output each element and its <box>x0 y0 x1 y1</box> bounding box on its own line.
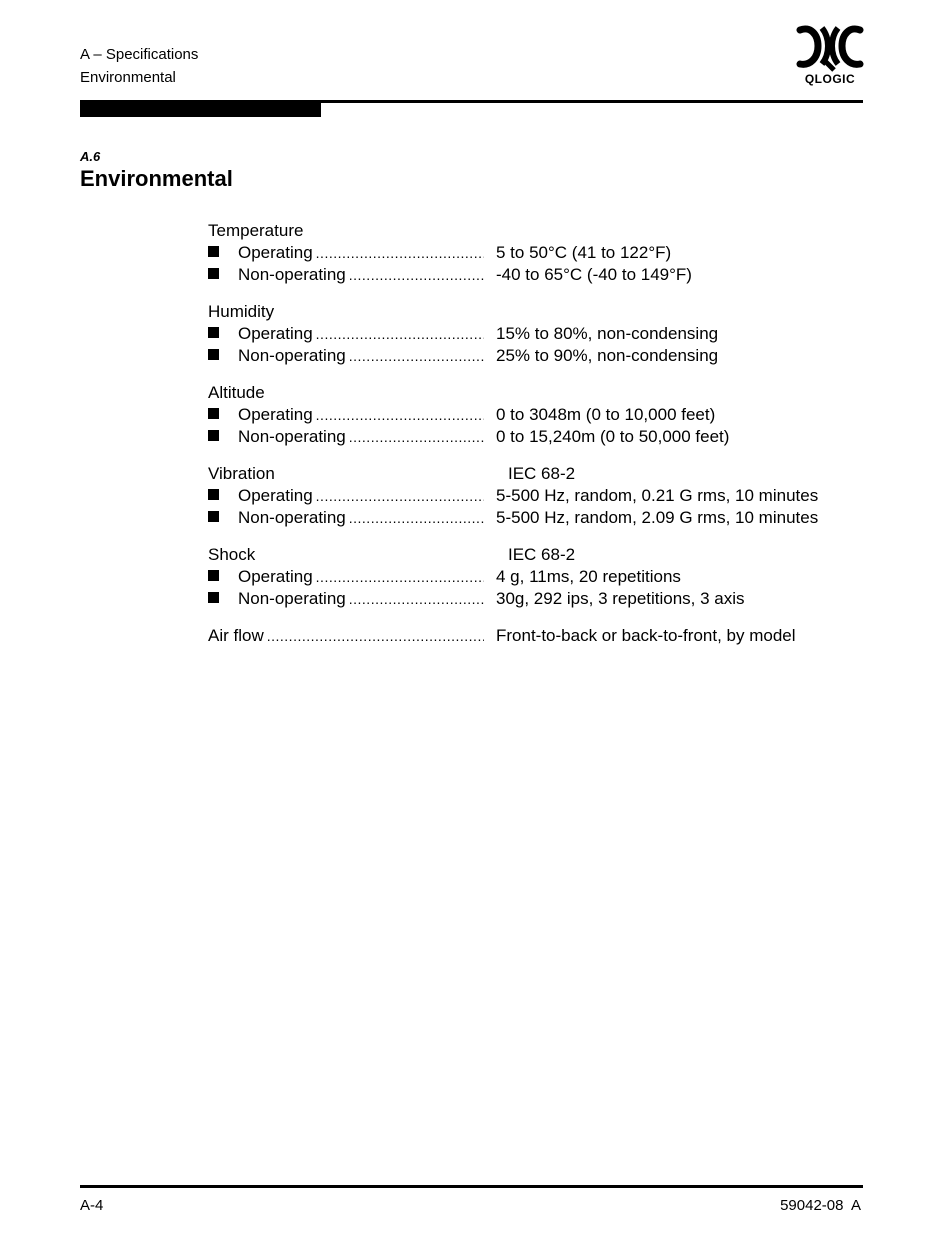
running-header <box>80 43 198 89</box>
spec-label: Air flow <box>208 626 264 645</box>
doc-number: 59042-08 A <box>780 1197 861 1214</box>
spec-row <box>208 323 868 345</box>
dot-leader <box>349 426 484 448</box>
spec-row <box>208 507 868 529</box>
spec-value: 0 to 3048m (0 to 10,000 feet) <box>496 405 716 424</box>
section-title: Environmental <box>80 166 233 191</box>
spec-heading: Humidity <box>208 302 275 321</box>
section-number: A.6 <box>80 149 101 164</box>
bullet-icon <box>208 511 219 522</box>
spec-group-vibration <box>208 463 868 529</box>
spec-label: Operating <box>238 567 313 586</box>
spec-heading-value: IEC 68-2 <box>508 545 576 564</box>
spec-row <box>208 588 868 610</box>
dot-leader <box>316 404 484 426</box>
spec-label: Non-operating <box>238 427 346 446</box>
bullet-icon <box>208 408 219 419</box>
spec-label: Non-operating <box>238 265 346 284</box>
header-chapter: A – Specifications <box>80 46 199 63</box>
dot-leader <box>316 566 484 588</box>
spec-label: Operating <box>238 243 313 262</box>
dot-leader <box>349 264 484 286</box>
spec-label: Operating <box>238 486 313 505</box>
dot-leader <box>316 323 484 345</box>
spec-value: 0 to 15,240m (0 to 50,000 feet) <box>496 427 730 446</box>
dot-leader <box>349 345 484 367</box>
spec-row <box>208 566 868 588</box>
spec-row <box>208 345 868 367</box>
spec-value: 5-500 Hz, random, 0.21 G rms, 10 minutes <box>496 486 819 505</box>
spec-value: 25% to 90%, non-condensing <box>496 346 719 365</box>
dot-leader <box>349 588 484 610</box>
dot-leader <box>316 242 484 264</box>
qlogic-logo <box>796 24 866 94</box>
spec-label: Operating <box>238 405 313 424</box>
spec-label: Operating <box>238 324 313 343</box>
spec-heading: Temperature <box>208 221 304 240</box>
spec-value: 15% to 80%, non-condensing <box>496 324 719 343</box>
bullet-icon <box>208 327 219 338</box>
bullet-icon <box>208 489 219 500</box>
spec-group-altitude <box>208 382 868 448</box>
spec-heading: Altitude <box>208 383 265 402</box>
spec-heading-value: IEC 68-2 <box>508 464 576 483</box>
bullet-icon <box>208 592 219 603</box>
bullet-icon <box>208 246 219 257</box>
spec-label: Non-operating <box>238 508 346 527</box>
spec-list <box>208 220 868 662</box>
spec-value: 30g, 292 ips, 3 repetitions, 3 axis <box>496 589 745 608</box>
spec-label: Non-operating <box>238 589 346 608</box>
spec-group-airflow <box>208 625 868 647</box>
spec-row <box>208 264 868 286</box>
bullet-icon <box>208 430 219 441</box>
spec-row <box>208 625 868 647</box>
spec-group-humidity <box>208 301 868 367</box>
spec-heading: Shock <box>208 545 256 564</box>
spec-value: 4 g, 11ms, 20 repetitions <box>496 567 681 586</box>
header-rule-bar <box>80 103 321 117</box>
spec-value: -40 to 65°C (-40 to 149°F) <box>496 265 692 284</box>
bullet-icon <box>208 570 219 581</box>
logo-wordmark: QLOGIC <box>804 72 856 86</box>
spec-group-shock <box>208 544 868 610</box>
spec-label: Non-operating <box>238 346 346 365</box>
page-number: A-4 <box>80 1197 104 1214</box>
spec-value: 5 to 50°C (41 to 122°F) <box>496 243 672 262</box>
bullet-icon <box>208 349 219 360</box>
bullet-icon <box>208 268 219 279</box>
spec-row <box>208 404 868 426</box>
spec-heading: Vibration <box>208 464 275 483</box>
header-section: Environmental <box>80 69 176 86</box>
dot-leader <box>316 485 484 507</box>
spec-row <box>208 485 868 507</box>
spec-group-temperature <box>208 220 868 286</box>
qlogic-logo-icon <box>796 24 864 72</box>
dot-leader <box>267 625 484 647</box>
footer-rule <box>80 1185 863 1188</box>
spec-value: Front-to-back or back-to-front, by model <box>496 626 796 645</box>
spec-row <box>208 426 868 448</box>
spec-row <box>208 242 868 264</box>
spec-value: 5-500 Hz, random, 2.09 G rms, 10 minutes <box>496 508 819 527</box>
dot-leader <box>349 507 484 529</box>
